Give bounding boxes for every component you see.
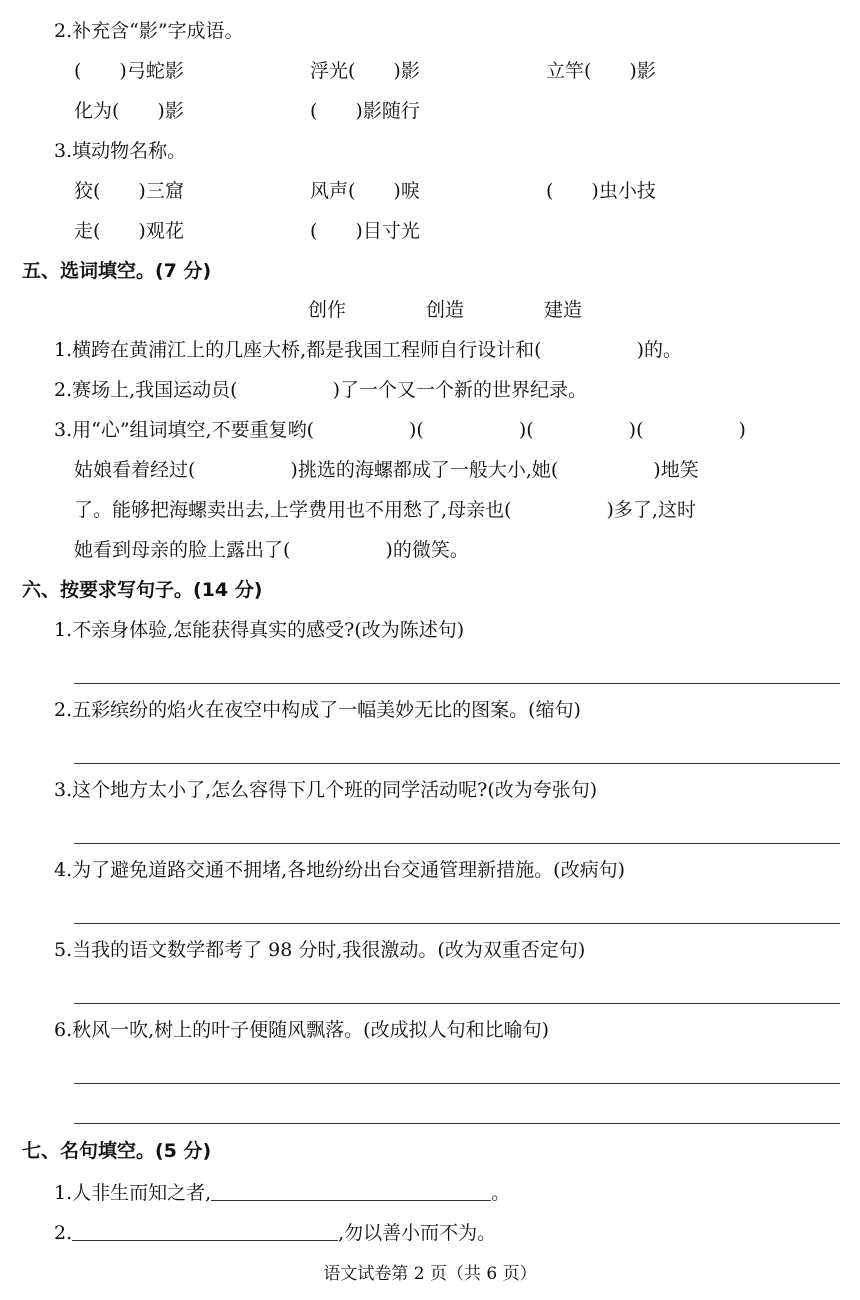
quote-suffix: ,勿以善小而不为。 [338,1222,497,1244]
idiom-blank: 狡( )三窟 [74,180,184,202]
quote-item-2 [54,1220,496,1246]
idiom-blank: ( )目寸光 [310,220,420,242]
question-item-continued: 姑娘看着经过( )挑选的海螺都成了一般大小,她( )地笑 [74,459,699,481]
answer-line[interactable] [74,1083,840,1084]
page-footer: 语文试卷第 2 页（共 6 页） [323,1264,537,1284]
question-item-continued: 她看到母亲的脸上露出了( )的微笑。 [74,539,469,561]
idiom-blank: 走( )观花 [74,220,184,242]
answer-line[interactable] [74,843,840,844]
idiom-blank: 化为( )影 [74,100,184,122]
answer-line[interactable] [74,683,840,684]
question-item: 2.赛场上,我国运动员( )了一个又一个新的世界纪录。 [54,379,587,401]
question-item: 1.不亲身体验,怎能获得真实的感受?(改为陈述句) [54,619,465,641]
question-item: 1.横跨在黄浦江上的几座大桥,都是我国工程师自行设计和( )的。 [54,339,682,361]
quote-prefix: 1.人非生而知之者, [54,1182,212,1204]
question-item: 2.五彩缤纷的焰火在夜空中构成了一幅美妙无比的图案。(缩句) [54,699,581,721]
quote-blank[interactable] [211,1180,491,1201]
quote-prefix: 2. [54,1222,73,1244]
quote-blank[interactable] [72,1220,338,1241]
section-heading-6: 六、按要求写句子。(14 分) [22,579,263,601]
idiom-blank: 立竿( )影 [546,60,656,82]
word-choice: 建造 [544,299,583,321]
answer-line[interactable] [74,1003,840,1004]
question-item: 5.当我的语文数学都考了 98 分时,我很激动。(改为双重否定句) [54,939,586,961]
answer-line[interactable] [74,763,840,764]
question-item: 3.用“心”组词填空,不要重复哟( )( )( )( ) [54,419,746,441]
section-heading-7: 七、名句填空。(5 分) [22,1140,212,1162]
question-item-continued: 了。能够把海螺卖出去,上学费用也不用愁了,母亲也( )多了,这时 [74,499,696,521]
quote-item-1 [54,1180,510,1206]
answer-line[interactable] [74,1123,840,1124]
answer-line[interactable] [74,923,840,924]
q4-item2-title: 2.补充含“影”字成语。 [54,20,244,42]
idiom-blank: ( )虫小技 [546,180,656,202]
q4-item3-title: 3.填动物名称。 [54,140,187,162]
question-item: 3.这个地方太小了,怎么容得下几个班的同学活动呢?(改为夸张句) [54,779,598,801]
idiom-blank: ( )影随行 [310,100,420,122]
question-item: 4.为了避免道路交通不拥堵,各地纷纷出台交通管理新措施。(改病句) [54,859,625,881]
idiom-blank: ( )弓蛇影 [74,60,184,82]
section-heading-5: 五、选词填空。(7 分) [22,260,212,282]
word-choice: 创造 [426,299,465,321]
idiom-blank: 浮光( )影 [310,60,420,82]
question-item: 6.秋风一吹,树上的叶子便随风飘落。(改成拟人句和比喻句) [54,1019,549,1041]
idiom-blank: 风声( )唳 [310,180,420,202]
quote-suffix: 。 [491,1182,511,1204]
word-choice: 创作 [308,299,347,321]
